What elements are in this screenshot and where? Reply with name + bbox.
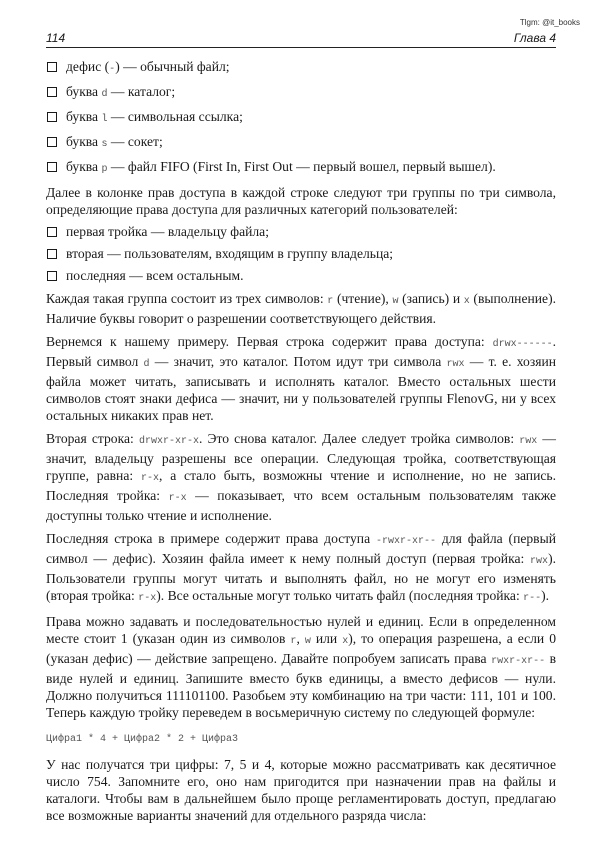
permission-group-list	[46, 223, 556, 284]
list-item: последняя — всем остальным.	[46, 267, 556, 284]
list-item: первая тройка — владельцу файла;	[46, 223, 556, 240]
paragraph: Вернемся к нашему примеру. Первая строка содержит права доступа: drwx------. Первый символ d — значит, это каталог. Потом идут три символа rwx — т. е. хозяин файла может читать, записывать и исполнять каталог. Вместо остальных шести символов стоят знаки дефиса — значит, ни у пользователей группы FlenovG, ни у всех остальных никаких прав нет.	[46, 334, 556, 423]
checkbox-bullet-icon	[47, 227, 57, 237]
paragraph: Далее в колонке прав доступа в каждой строке следуют три группы по три символа, определяющие права доступа для различных категорий пользователей:	[46, 185, 556, 217]
paragraph: Каждая такая группа состоит из трех символов: r (чтение), w (запись) и x (выполнение). Наличие буквы говорит о разрешении соответствующего действия.	[46, 291, 557, 326]
paragraph: Вторая строка: drwxr-xr-x. Это снова каталог. Далее следует тройка символов: rwx — значит, владельцу разрешены все операции. Следующая тройка, соответствующая группе, равна: r-x, а стало быть, возможны чтение и исполнение, но не запись. Последняя тройка: r-x — показывает, что всем остальным пользователям также доступны только чтение и исполнение.	[46, 431, 556, 523]
list-item: буква p — файл FIFO (First In, First Out — первый вошел, первый вышел).	[46, 158, 556, 178]
telegram-watermark: Tlgm: @it_books	[519, 18, 580, 27]
checkbox-bullet-icon	[47, 271, 57, 281]
list-item: буква l — символьная ссылка;	[46, 108, 556, 128]
paragraph: Права можно задавать и последовательностью нулей и единиц. Если в определенном месте стоит 1 (указан один из символов r, w или x), то операция разрешена, а если 0 (указан дефис) — действие запрещено. Давайте попробуем записать права rwxr-xr-- в виде нулей и единиц. Запишите вместо букв единицы, а вместо дефисов — нули. Должно получиться 111101100. Разобьем эту комбинацию на три части: 111, 101 и 100. Теперь каждую тройку переведем в восьмеричную систему по следующей формуле:	[46, 614, 556, 720]
checkbox-bullet-icon	[47, 137, 57, 147]
page-number: 114	[46, 31, 66, 45]
page-body	[46, 58, 556, 824]
paragraph: Последняя строка в примере содержит права доступа -rwxr-xr-- для файла (первый символ — дефис). Хозяин файла имеет к нему полный доступ (первая тройка: rwx). Пользователи группы могут читать и выполнять файл, но не могут его изменять (вторая тройка: r-x). Все остальные могут только читать файл (последняя тройка: r--).	[46, 531, 556, 604]
file-type-list	[46, 58, 556, 178]
checkbox-bullet-icon	[47, 87, 57, 97]
octal-formula: Цифра1 * 4 + Цифра2 * 2 + Цифра3	[46, 734, 239, 745]
checkbox-bullet-icon	[47, 112, 57, 122]
running-header	[46, 31, 556, 48]
paragraph: У нас получатся три цифры: 7, 5 и 4, которые можно рассматривать как десятичное число 754. Запомните его, оно нам пригодится при назначении прав на файлы и каталоги. Чтобы вам в дальнейшем было проще регламентировать доступ, предлагаю все возможные варианты значений для отдельного разряда числа:	[46, 757, 556, 823]
list-item: буква d — каталог;	[46, 83, 556, 103]
list-item: буква s — сокет;	[46, 133, 556, 153]
list-item: вторая — пользователям, входящим в группу владельца;	[46, 245, 556, 262]
checkbox-bullet-icon	[47, 249, 57, 259]
chapter-title: Глава 4	[513, 31, 556, 45]
checkbox-bullet-icon	[47, 162, 57, 172]
list-item: дефис (-) — обычный файл;	[46, 58, 556, 78]
checkbox-bullet-icon	[47, 62, 57, 72]
